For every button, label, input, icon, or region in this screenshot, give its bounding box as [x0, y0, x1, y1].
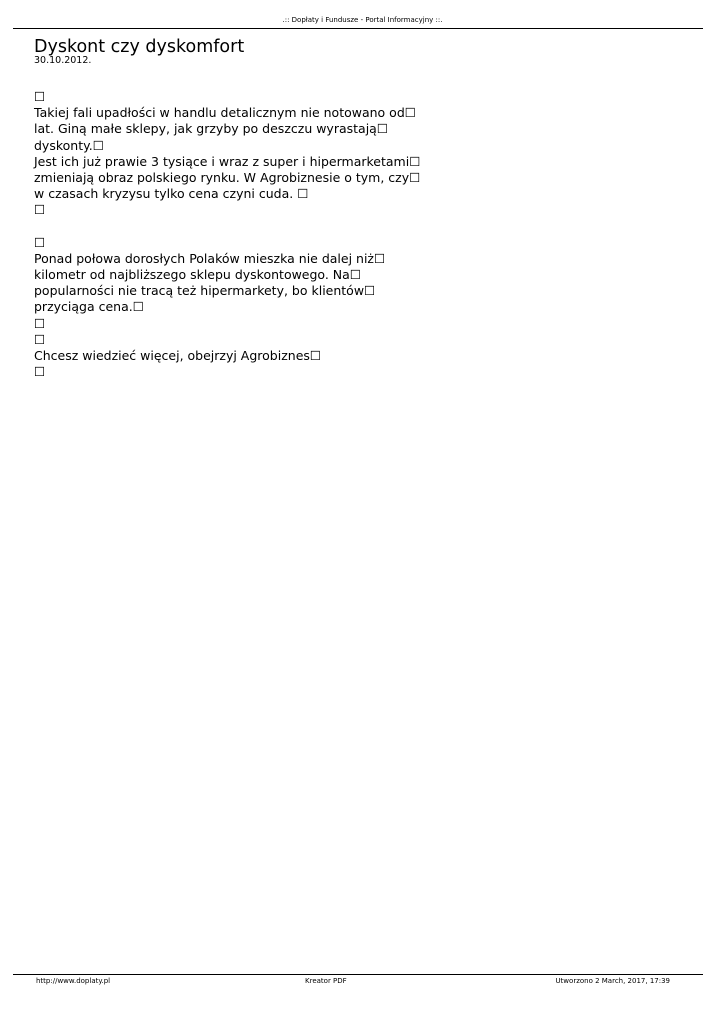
article-line: ☐	[34, 202, 46, 218]
article-line: zmieniają obraz polskiego rynku. W Agrobiznesie o tym, czy☐	[34, 169, 421, 185]
header-divider	[13, 28, 703, 29]
article-line: ☐	[34, 234, 46, 250]
article-line: Chcesz wiedzieć więcej, obejrzyj Agrobiznes☐	[34, 348, 322, 363]
article-body	[34, 89, 454, 380]
footer-url[interactable]: http://www.doplaty.pl	[36, 977, 111, 985]
footer-generator: Kreator PDF	[305, 977, 347, 985]
article-line: Ponad połowa dorosłych Polaków mieszka nie dalej niż☐	[34, 250, 386, 266]
article-line: ☐	[34, 89, 46, 104]
article-line: Jest ich już prawie 3 tysiące i wraz z super i hipermarketami☐	[34, 153, 421, 169]
article-line: w czasach kryzysu tylko cena czyni cuda. ☐	[34, 186, 309, 202]
article-line: dyskonty.☐	[34, 137, 104, 153]
footer-divider	[13, 974, 703, 975]
article-line	[34, 219, 454, 235]
article-line: ☐	[34, 364, 46, 380]
site-title: .:: Dopłaty i Fundusze - Portal Informacyjny ::.	[282, 16, 443, 24]
article-line: kilometr od najbliższego sklepu dyskontowego. Na☐	[34, 267, 362, 283]
article-line: przyciąga cena.☐	[34, 299, 144, 315]
article-date: 30.10.2012.	[34, 55, 92, 66]
article-line: ☐	[34, 331, 46, 347]
article-title: Dyskont czy dyskomfort	[34, 37, 245, 57]
article-line: Takiej fali upadłości w handlu detalicznym nie notowano od☐	[34, 105, 416, 121]
article-line: ☐	[34, 315, 46, 331]
footer-created-date: Utworzono 2 March, 2017, 17:39	[555, 977, 670, 985]
article-line: lat. Giną małe sklepy, jak grzyby po deszczu wyrastają☐	[34, 121, 389, 137]
article-line: popularności nie tracą też hipermarkety, bo klientów☐	[34, 283, 376, 299]
